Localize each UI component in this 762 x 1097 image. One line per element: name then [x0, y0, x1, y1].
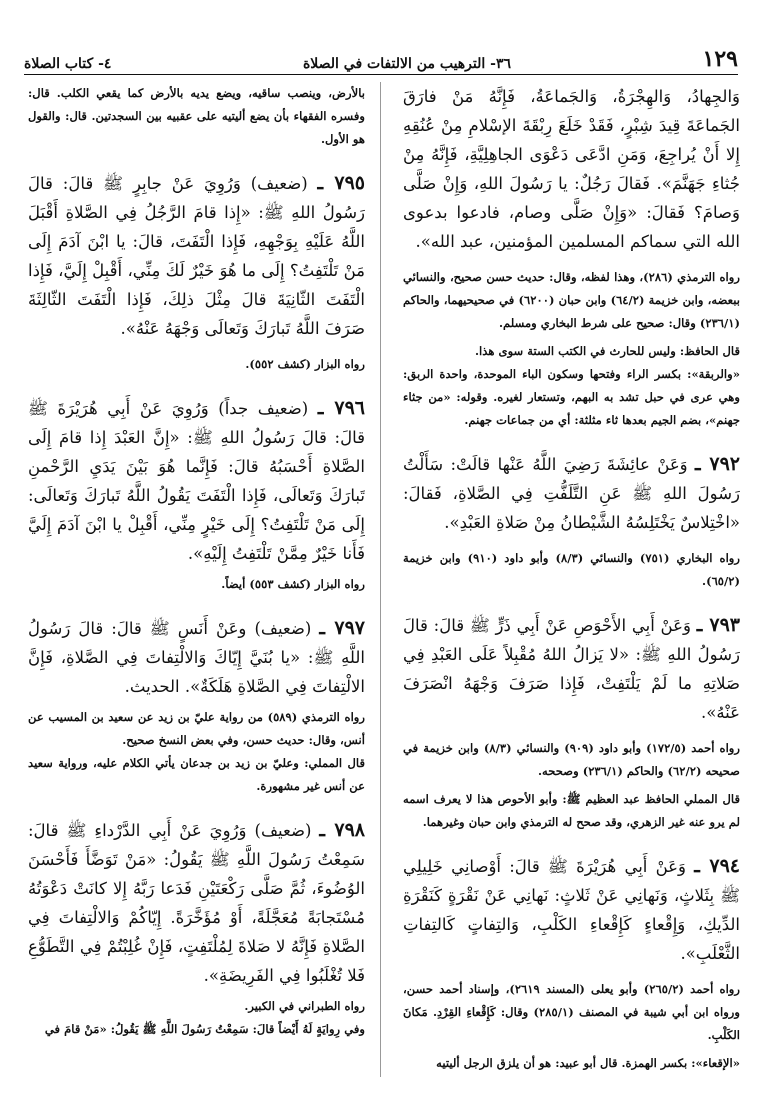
hadith-paragraph [28, 169, 365, 343]
spacer [28, 376, 365, 394]
hadith-number: ٧٩٨ ـ [319, 819, 365, 841]
footnote-paragraph [28, 573, 365, 596]
paragraph-text: وَعَنْ أَبِي الأَحْوَصِ عَنْ أَبِي ذَرٍّ ﷺ قالَ: قالَ رَسُولُ اللهِ ﷺ: «لا يَزالُ اللهُ مُقْبِلاً عَلَى العَبْدِ فِي صَلاتِهِ ما لَمْ يَلْتَفِتْ، فَإِذا صَرَفَ وَجْهَهُ انْصَرَفَ عَنْهُ». [403, 616, 740, 722]
paragraph-text: قال الحافظ: وليس للحارث في الكتب الستة سوى هذا. [475, 344, 740, 358]
paragraph-text: قال المملي الحافظ عبد العظيم ﷺ: وأبو الأحوص هذا لا يعرف اسمه لم يرو عنه غير الزهري، وقد صحح له الترمذي وابن حبان وغيرهما. [403, 792, 740, 829]
paragraph-text: رواه الطبراني في الكبير. [244, 999, 365, 1013]
paragraph-text: رواه أحمد (١٧٢/٥) وأبو داود (٩٠٩) والنسائي (٨/٣) وابن خزيمة في صحيحه (٦٢/٢) والحاكم (٢٣٦/١) وصححه. [403, 741, 740, 778]
spacer [403, 834, 740, 852]
book-title: ٤- كتاب الصلاة [24, 56, 112, 72]
paragraph-text: وَالجِهادُ، وَالهِجْرَةُ، وَالجَماعَةُ، فَإِنَّهُ مَنْ فارَقَ الجَماعَةَ قِيدَ شِبْرٍ، فَقَدْ خَلَعَ رِبْقَةَ الإسْلامِ مِنْ عُنُقِهِ إِلا أَنْ يُراجِعَ، وَمَنِ ادَّعَى دَعْوَى الجاهِلِيَّةِ، فَإِنَّهُ مِنْ جُثاءِ جَهَنَّمَ». فَقالَ رَجُلٌ: يا رَسُولَ اللهِ، وَإِنْ صَلَّى وَصامَ؟ فَقالَ: «وَإِنْ صَلَّى وصام، فادعوا بدعوى الله التي سماكم المسلمين المؤمنين، عبد الله». [403, 87, 740, 251]
hadith-paragraph [403, 611, 740, 727]
footnote-paragraph [403, 340, 740, 363]
spacer [28, 151, 365, 169]
header-rule [24, 74, 738, 75]
paragraph-text: «الإقعاء»: بكسر الهمزة. قال أبو عبيد: هو أن يلزق الرجل أليتيه [436, 1056, 740, 1070]
footnote-paragraph [403, 547, 740, 593]
footnote-paragraph [28, 82, 365, 151]
hadith-paragraph [28, 614, 365, 701]
hadith-paragraph [403, 450, 740, 537]
spacer [403, 968, 740, 978]
footnote-paragraph [403, 788, 740, 834]
hadith-number: ٧٩٧ ـ [319, 617, 365, 639]
paragraph-text: رواه الترمذي (٢٨٦)، وهذا لفظه، وقال: حديث حسن صحيح، والنسائي ببعضه، وابن خزيمة (٦٤/٢) وابن حبان (٦٢٠٠) في صحيحيهما، والحاكم (٢٣٦/١) وقال: صحيح على شرط البخاري ومسلم. [403, 270, 740, 330]
footnote-paragraph [28, 1018, 365, 1041]
paragraph-text: (ضعيف جداً) وَرُوِيَ عَنْ أَبِي هُرَيْرَةَ ﷺ قالَ: قالَ رَسُولُ اللهِ ﷺ: «إِنَّ العَبْدَ إِذا قامَ إِلَى الصَّلاةِ أَحْسَبُهُ قالَ: فَإِنَّما هُوَ بَيْنَ يَدَيِ الرَّحْمنِ تَبارَكَ وَتَعالَى، فَإِذا الْتَفَتَ يَقُولُ اللَّهُ تَبارَكَ وَتَعالَى: إِلَى مَنْ تَلْتَفِتُ؟ إِلَى خَيْرٍ مِنِّي، أَقْبِلْ يا ابْنَ آدَمَ إِلَيَّ فَأَنا خَيْرٌ مِمَّنْ تَلْتَفِتُ إِلَيْهِ». [28, 399, 365, 563]
hadith-paragraph [28, 816, 365, 990]
footnote-paragraph [28, 706, 365, 752]
hadith-number: ٧٩٢ ـ [695, 453, 740, 475]
footnote-paragraph [28, 752, 365, 798]
left-column [28, 82, 365, 1077]
hadith-number: ٧٩٤ ـ [694, 855, 740, 877]
spacer [403, 537, 740, 547]
paragraph-text: قال المملي: وعليّ بن زيد بن جدعان يأتي الكلام عليه، ورواية سعيد عن أنس غير مشهورة. [28, 756, 365, 793]
spacer [403, 727, 740, 737]
paragraph-text: رواه الترمذي (٥٨٩) من رواية عليّ بن زيد عن سعيد بن المسيب عن أنس، وقال: حديث حسن، وفي بعض النسخ صحيح. [28, 710, 365, 747]
right-column [403, 82, 740, 1077]
footnote-paragraph [403, 737, 740, 783]
spacer [28, 798, 365, 816]
footnote-paragraph [28, 995, 365, 1018]
paragraph-text: رواه البزار (كشف ٥٥٢). [245, 357, 365, 371]
page-header [24, 42, 738, 72]
paragraph-text: (ضعيف) وعَنْ أَنَسٍ ﷺ قالَ: قالَ رَسُولُ اللَّهِ ﷺ: «يا بُنَيَّ إِيّاكَ وَالالْتِفاتَ فِي الصَّلاةِ، فَإِنَّ الالْتِفاتَ فِي الصَّلاةِ هَلَكَةٌ». الحديث. [28, 619, 365, 696]
paragraph-text: رواه البخاري (٧٥١) والنسائي (٨/٣) وأبو داود (٩١٠) وابن خزيمة (٦٥/٢). [403, 551, 740, 588]
paragraph-text: وفي رِوايَةٍ لَهُ أَيْضاً قالَ: سَمِعْتُ رَسُولَ اللَّهِ ﷺ يَقُولُ: «مَنْ قامَ في [44, 1022, 365, 1036]
page-number: ١٢٩ [702, 46, 738, 72]
paragraph-text: وَعَنْ عائِشَةَ رَضِيَ اللَّهُ عَنْها قالَتْ: سَأَلْتُ رَسُولَ اللهِ ﷺ عَنِ التَّلَفُّتِ فِي الصَّلاةِ، فَقالَ: «اخْتِلاسٌ يَخْتَلِسُهُ الشَّيْطانُ مِنْ صَلاةِ العَبْدِ». [403, 455, 740, 532]
footnote-paragraph [403, 978, 740, 1047]
footnote-paragraph [403, 363, 740, 432]
paragraph-text: «والربقة»: بكسر الراء وفتحها وسكون الباء الموحدة، واحدة الربق: وهي عرى في حبل تشد به البهم، وتستعار لغيره. وقوله: «من جثاء جهنم»، بضم الجيم بعدها ثاء مثلثة: أي من جماعات جهنم. [403, 367, 740, 427]
hadith-paragraph [403, 82, 740, 256]
hadith-paragraph [403, 852, 740, 968]
footnote-paragraph [403, 266, 740, 335]
footnote-paragraph [403, 1052, 740, 1075]
spacer [403, 256, 740, 266]
hadith-number: ٧٩٥ ـ [317, 172, 365, 194]
hadith-number: ٧٩٣ ـ [696, 614, 740, 636]
paragraph-text: رواه البزار (كشف ٥٥٣) أيضاً. [221, 577, 365, 591]
chapter-title: ٣٦- الترهيب من الالتفات في الصلاة [302, 56, 512, 72]
hadith-paragraph [28, 394, 365, 568]
paragraph-text: رواه أحمد (٢٦٥/٢) وأبو يعلى (المسند ٢٦١٩)، وإسناد أحمد حسن، ورواه ابن أبي شيبة في المصنف (٢٨٥/١) وقال: كَإِقْعاءِ القِرْدِ. مَكانَ الكَلْبِ. [403, 982, 740, 1042]
spacer [403, 432, 740, 450]
paragraph-text: (ضعيف) وَرُوِيَ عَنْ أَبِي الدَّرْداءِ ﷺ قالَ: سَمِعْتُ رَسُولَ اللَّهِ ﷺ يَقُولُ: «مَنْ تَوَضَّأَ فَأَحْسَنَ الوُضُوءَ، ثُمَّ صَلَّى رَكْعَتَيْنِ فَدَعا رَبَّهُ إِلا كانَتْ دَعْوَتُهُ مُسْتَجابَةً مُعَجَّلَةً، أَوْ مُؤَخَّرَةً. إِيّاكُمْ وَالالْتِفاتَ فِي الصَّلاةِ فَإِنَّهُ لا صَلاةَ لِمُلْتَفِتٍ، فَإِنْ غُلِبْتُمْ فِي التَّطَوُّعِ فَلا تُغْلَبُوا فِي الفَرِيضَةِ». [28, 821, 365, 985]
spacer [28, 596, 365, 614]
footnote-paragraph [28, 353, 365, 376]
paragraph-text: (ضعيف) وَرُوِيَ عَنْ جابِرٍ ﷺ قالَ: قالَ رَسُولُ اللهِ ﷺ: «إِذا قامَ الرَّجُلُ فِي الصَّلاةِ أَقْبَلَ اللَّهُ عَلَيْهِ بِوَجْهِهِ، فَإِذا الْتَفَتَ، قالَ: يا ابْنَ آدَمَ إِلَى مَنْ تَلْتَفِتُ؟ إِلَى ما هُوَ خَيْرٌ لَكَ مِنِّي، أَقْبِلْ إِلَيَّ، فَإِذا الْتَفَتَ الثّانِيَةَ قالَ مِثْلَ ذلِكَ، فَإِذا الْتَفَتَ الثّالِثَةَ صَرَفَ اللَّهُ تَبارَكَ وَتَعالَى وَجْهَهُ عَنْهُ». [28, 174, 365, 338]
spacer [403, 593, 740, 611]
column-divider [380, 82, 381, 1077]
paragraph-text: وَعَنْ أَبِي هُرَيْرَةَ ﷺ قالَ: أَوْصانِي خَلِيلِي ﷺ بِثَلاثٍ، وَنَهانِي عَنْ ثَلاثٍ: نَهانِي عَنْ نَقْرَةٍ كَنَقْرَةِ الدِّيكِ، وَإِقْعاءٍ كَإِقْعاءِ الكَلْبِ، وَالتِفاتٍ كَالتِفاتِ الثَّعْلَبِ». [403, 857, 740, 963]
spacer [28, 343, 365, 353]
paragraph-text: بالأرض، وينصب ساقيه، ويضع يديه بالأرض كما يقعي الكلب. قال: وفسره الفقهاء بأن يضع أليتيه على عقبيه بين السجدتين. قال: والقول هو الأول. [28, 86, 365, 146]
hadith-number: ٧٩٦ ـ [317, 397, 365, 419]
